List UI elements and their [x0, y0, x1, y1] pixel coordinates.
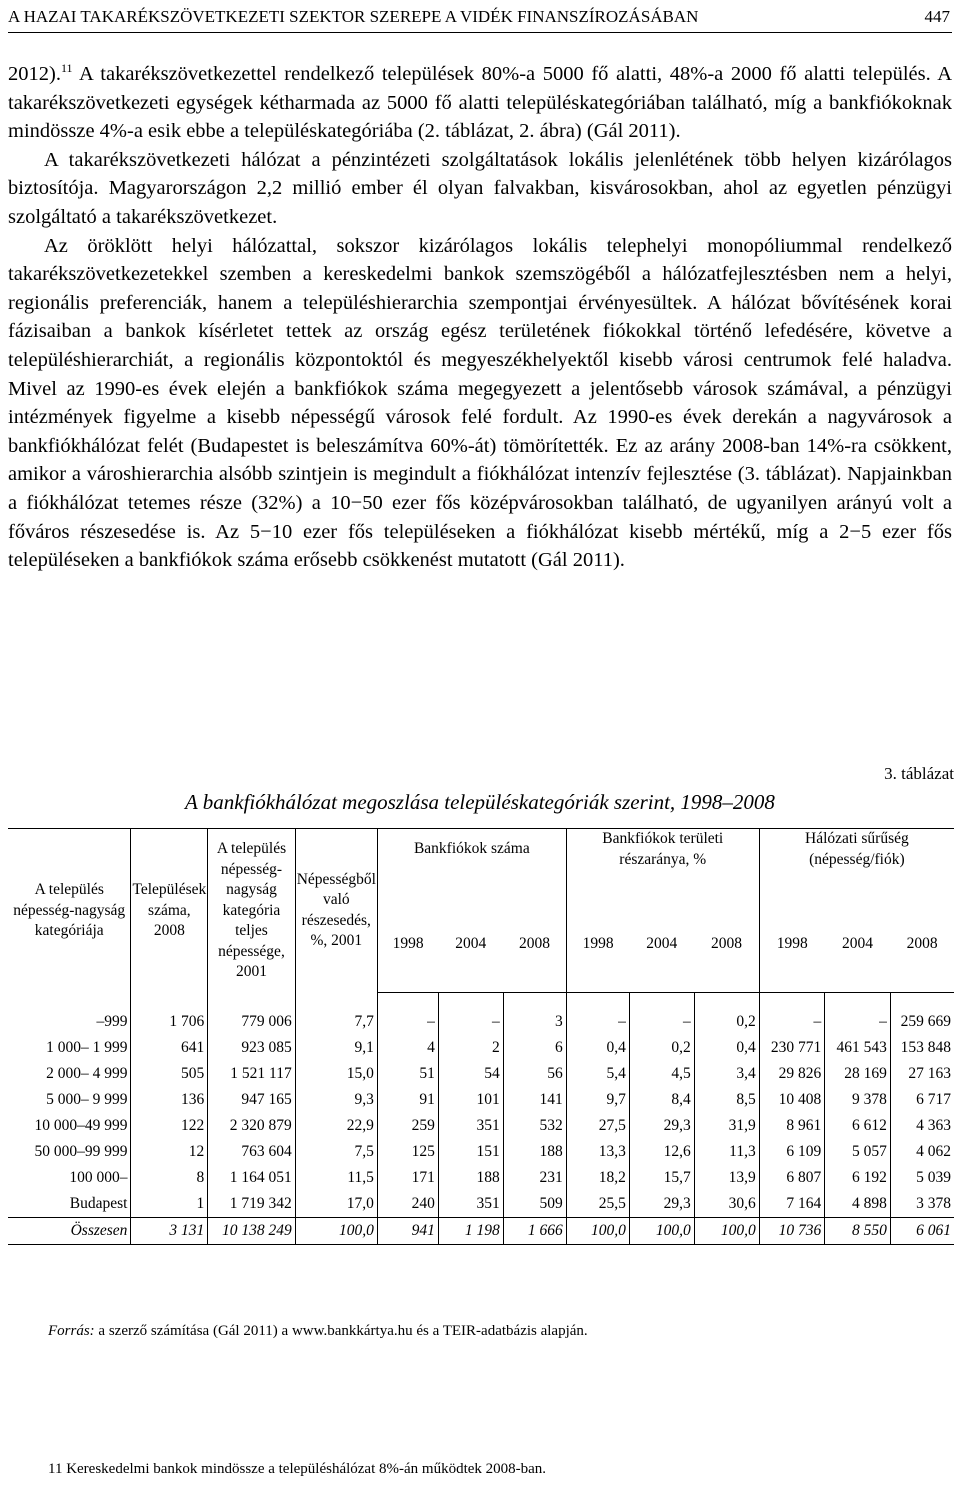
table-cell: 9,7 — [566, 1087, 629, 1113]
table-cell: 29,3 — [629, 1113, 694, 1139]
table-cell: 56 — [503, 1061, 566, 1087]
table-cell: 9 378 — [825, 1087, 891, 1113]
header-settlements: Települések száma, 2008 — [131, 829, 208, 993]
table-cell: 763 604 — [208, 1139, 295, 1165]
row-category-cell: 1 000– 1 999 — [8, 1035, 131, 1061]
table-row — [8, 1061, 954, 1087]
table-cell: 10 408 — [759, 1087, 825, 1113]
table-cell: 0,2 — [694, 993, 759, 1036]
table-cell: 91 — [377, 1087, 438, 1113]
table-cell: 505 — [131, 1061, 208, 1087]
table-cell: 136 — [131, 1087, 208, 1113]
total-cell: 10 736 — [759, 1218, 825, 1245]
total-row — [8, 1218, 954, 1245]
table-cell: 15,0 — [295, 1061, 377, 1087]
year-header: 2008 — [503, 870, 566, 993]
table-cell: 151 — [438, 1139, 503, 1165]
table-cell: 13,9 — [694, 1165, 759, 1191]
table-cell: 641 — [131, 1035, 208, 1061]
table-cell: 1 706 — [131, 993, 208, 1036]
table-row — [8, 1113, 954, 1139]
table-cell: 29,3 — [629, 1191, 694, 1218]
table-cell: 1 521 117 — [208, 1061, 295, 1087]
table-cell: – — [566, 993, 629, 1036]
table-cell: 4,5 — [629, 1061, 694, 1087]
table-cell: 141 — [503, 1087, 566, 1113]
table-cell: 28 169 — [825, 1061, 891, 1087]
total-cell: 941 — [377, 1218, 438, 1245]
table-cell: 11,3 — [694, 1139, 759, 1165]
table-cell: 509 — [503, 1191, 566, 1218]
table-cell: 17,0 — [295, 1191, 377, 1218]
table-row — [8, 993, 954, 1036]
table-cell: 351 — [438, 1191, 503, 1218]
header-branch-count: Bankfiókok száma — [377, 829, 566, 871]
table-cell: 7 164 — [759, 1191, 825, 1218]
table-cell: – — [438, 993, 503, 1036]
table-row — [8, 1139, 954, 1165]
paragraph-1 — [8, 60, 952, 146]
table-cell: 12 — [131, 1139, 208, 1165]
table-cell: – — [825, 993, 891, 1036]
table-cell: 18,2 — [566, 1165, 629, 1191]
table-cell: 4 — [377, 1035, 438, 1061]
table-cell: 15,7 — [629, 1165, 694, 1191]
table-cell: 51 — [377, 1061, 438, 1087]
paragraph-3: Az öröklött helyi hálózattal, sokszor kizárólagos lokális telephelyi monopóliummal rendelkező takarékszövetkezetekkel szemben a kereskedelmi bankok szemszögéből a hálózatfejlesztésben nem a helyi, regionális preferenciák, hanem a településhierarchia szempontjai érvényesültek. A hálózat bővítésének korai fázisaiban a bankok kísérletet tettek az ország egész területének fiókokkal történő lefedésére, követve a településhierarchiát, a regionális központoktól és megyeszékhelyektől kisebb városi centrumok felé haladva. Mivel az 1990-es évek elején a bankfiókok száma megegyezett a jelentősebb városok számával, a pénzügyi intézmények figyelme a kisebb népességű városok felé fordult. Az 1990-es évek derekán a nagyvárosok a bankfiókhálózat felét (Budapestet is beleszámítva 60%-át) tömörítették. Ez az arány 2008-ban 14%-ra csökkent, amikor a városhierarchia alsóbb szintjein is megindult a fiókhálózat intenzív fejlesztése (3. táblázat). Napjainkban a fiókhálózat tetemes része (32%) a 10−50 ezer fős középvárosokban található, de ugyanilyen arányú volt a főváros részesedése is. Az 5−10 ezer fős településeken a fiókhálózat kisebb mértékű, míg a 2−5 ezer fős településeken a bankfiókok száma erősebb csökkenést mutatott (Gál 2011). — [8, 234, 952, 572]
table-cell: 6 109 — [759, 1139, 825, 1165]
table-cell: 6 612 — [825, 1113, 891, 1139]
table-cell: 230 771 — [759, 1035, 825, 1061]
table-cell: 153 848 — [900, 1039, 951, 1056]
table-cell: 259 — [377, 1113, 438, 1139]
row-category-cell: 10 000–49 999 — [8, 1113, 131, 1139]
table-number: 3. táblázat — [884, 764, 954, 783]
total-cell: 8 550 — [825, 1218, 891, 1245]
total-cell: 100,0 — [566, 1218, 629, 1245]
table-cell: 3 — [503, 993, 566, 1036]
table-cell: 9,3 — [295, 1087, 377, 1113]
year-header: 1998 — [377, 870, 438, 993]
row-category-cell: 2 000– 4 999 — [8, 1061, 131, 1087]
table-cell: 2 — [438, 1035, 503, 1061]
table-row — [8, 1035, 954, 1061]
footnote: 11 Kereskedelmi bankok mindössze a településhálózat 8%-án működtek 2008-ban. — [48, 1461, 547, 1477]
table-cell: 240 — [377, 1191, 438, 1218]
table-cell: – — [759, 993, 825, 1036]
running-title: A HAZAI TAKARÉKSZÖVETKEZETI SZEKTOR SZEREPE A VIDÉK FINANSZÍROZÁSÁBAN — [8, 7, 699, 26]
table-cell: 0,2 — [629, 1035, 694, 1061]
row-category-cell: –999 — [8, 993, 131, 1036]
total-cell: 100,0 — [629, 1218, 694, 1245]
table-cell: 13,3 — [566, 1139, 629, 1165]
table-cell: 351 — [438, 1113, 503, 1139]
table-cell: 6 — [503, 1035, 566, 1061]
running-header — [8, 6, 952, 33]
header-category: A település népesség-nagyság kategóriája — [8, 829, 131, 993]
row-category-cell: 100 000– — [8, 1165, 131, 1191]
table-title: A bankfiókhálózat megoszlása településkategóriák szerint, 1998–2008 — [185, 790, 775, 814]
footnote-ref: 11 — [60, 61, 73, 76]
table-cell: 6 192 — [825, 1165, 891, 1191]
total-label-cell: Összesen — [8, 1218, 131, 1245]
source-label: Forrás: — [48, 1323, 95, 1339]
page-number: 447 — [924, 7, 950, 26]
row-category-cell: 5 000– 9 999 — [8, 1087, 131, 1113]
table-cell: 231 — [503, 1165, 566, 1191]
table-cell: 31,9 — [694, 1113, 759, 1139]
table-cell: 779 006 — [208, 993, 295, 1036]
table-cell: 27,5 — [566, 1113, 629, 1139]
source-text: a szerző számítása (Gál 2011) a www.bankkártya.hu és a TEIR-adatbázis alapján. — [94, 1323, 588, 1339]
total-cell: 1 666 — [503, 1218, 566, 1245]
table-cell: 1 164 051 — [208, 1165, 295, 1191]
table-cell: 5 057 — [825, 1139, 891, 1165]
header-territorial-share: Bankfiókok területi részaránya, % — [566, 829, 759, 871]
total-cell: 100,0 — [694, 1218, 759, 1245]
p1-start: 2012). — [8, 63, 61, 85]
table-cell: 29 826 — [759, 1061, 825, 1087]
table-cell: 4 898 — [825, 1191, 891, 1218]
table-cell: 9,1 — [295, 1035, 377, 1061]
table-cell: 4 062 — [916, 1143, 951, 1160]
row-category-cell: 50 000–99 999 — [8, 1139, 131, 1165]
table-cell: 6 717 — [916, 1091, 951, 1108]
table-cell: 27 163 — [908, 1065, 951, 1082]
header-population: A település népesség-nagyság kategória teljes népessége, 2001 — [208, 829, 295, 993]
table-cell: 8,5 — [694, 1087, 759, 1113]
table-cell: 11,5 — [295, 1165, 377, 1191]
year-header: 2004 — [629, 870, 694, 993]
header-network-density: Hálózati sűrűség (népesség/fiók) — [759, 829, 954, 871]
table-cell: 947 165 — [208, 1087, 295, 1113]
table-row — [8, 1191, 954, 1218]
body-text — [8, 60, 952, 575]
table-cell: 171 — [377, 1165, 438, 1191]
table-cell: 122 — [131, 1113, 208, 1139]
table-cell: 1 — [131, 1191, 208, 1218]
data-table — [8, 828, 954, 1245]
table-cell: 532 — [503, 1113, 566, 1139]
total-cell: 100,0 — [295, 1218, 377, 1245]
table-cell: 6 807 — [759, 1165, 825, 1191]
table-cell: 7,7 — [295, 993, 377, 1036]
header-population-share: Népességből való részesedés, %, 2001 — [295, 829, 377, 993]
table-row — [8, 1087, 954, 1113]
table-cell: 4 363 — [916, 1117, 951, 1134]
table-cell: – — [629, 993, 694, 1036]
year-header: 2004 — [438, 870, 503, 993]
table-cell: 0,4 — [566, 1035, 629, 1061]
table-cell: 2 320 879 — [208, 1113, 295, 1139]
table-cell: 923 085 — [208, 1035, 295, 1061]
table-cell: 7,5 — [295, 1139, 377, 1165]
total-cell: 1 198 — [438, 1218, 503, 1245]
table-cell: 25,5 — [566, 1191, 629, 1218]
table-cell: 259 669 — [900, 1013, 951, 1030]
table-cell: 188 — [503, 1139, 566, 1165]
table-cell: 1 719 342 — [208, 1191, 295, 1218]
year-header: 1998 — [759, 870, 825, 993]
total-cell: 6 061 — [890, 1218, 954, 1245]
year-header: 1998 — [566, 870, 629, 993]
table-cell: 0,4 — [694, 1035, 759, 1061]
year-header: 2008 — [694, 870, 759, 993]
table-cell: 22,9 — [295, 1113, 377, 1139]
table-cell: 125 — [377, 1139, 438, 1165]
table-cell: 54 — [438, 1061, 503, 1087]
table-cell: 8 961 — [759, 1113, 825, 1139]
total-cell: 10 138 249 — [208, 1218, 295, 1245]
table-cell: 8 — [131, 1165, 208, 1191]
total-cell: 3 131 — [131, 1218, 208, 1245]
table-row — [8, 1165, 954, 1191]
p1-rest: A takarékszövetkezettel rendelkező települések 80%-a 5000 fő alatti, 48%-a 2000 fő alatti település. A takarékszövetkezeti egységek kétharmada az 5000 fő alatti településkategóriában található, míg a bankfiókoknak mindössze 4%-a esik ebbe a településkategóriába (2. táblázat, 2. ábra) (Gál 2011). — [8, 63, 952, 143]
table-cell: 3 378 — [916, 1195, 951, 1212]
table-cell: 3,4 — [694, 1061, 759, 1087]
year-header: 2008 — [890, 870, 954, 993]
table-cell: 101 — [438, 1087, 503, 1113]
table-cell: 30,6 — [694, 1191, 759, 1218]
table-cell: 461 543 — [825, 1035, 891, 1061]
table-source — [48, 1323, 588, 1340]
table-cell: 8,4 — [629, 1087, 694, 1113]
table-cell: – — [377, 993, 438, 1036]
row-category-cell: Budapest — [8, 1191, 131, 1218]
table-cell: 5 039 — [916, 1169, 951, 1186]
table-cell: 5,4 — [566, 1061, 629, 1087]
table-cell: 12,6 — [629, 1139, 694, 1165]
table-cell: 188 — [438, 1165, 503, 1191]
paragraph-2: A takarékszövetkezeti hálózat a pénzintézeti szolgáltatások lokális jelenlétének több helyen kizárólagos biztosítója. Magyarországon 2,2 millió ember él olyan falvakban, kisvárosokban, ahol az egyetlen pénzügyi szolgáltató a takarékszövetkezet. — [8, 148, 952, 228]
year-header: 2004 — [825, 870, 891, 993]
